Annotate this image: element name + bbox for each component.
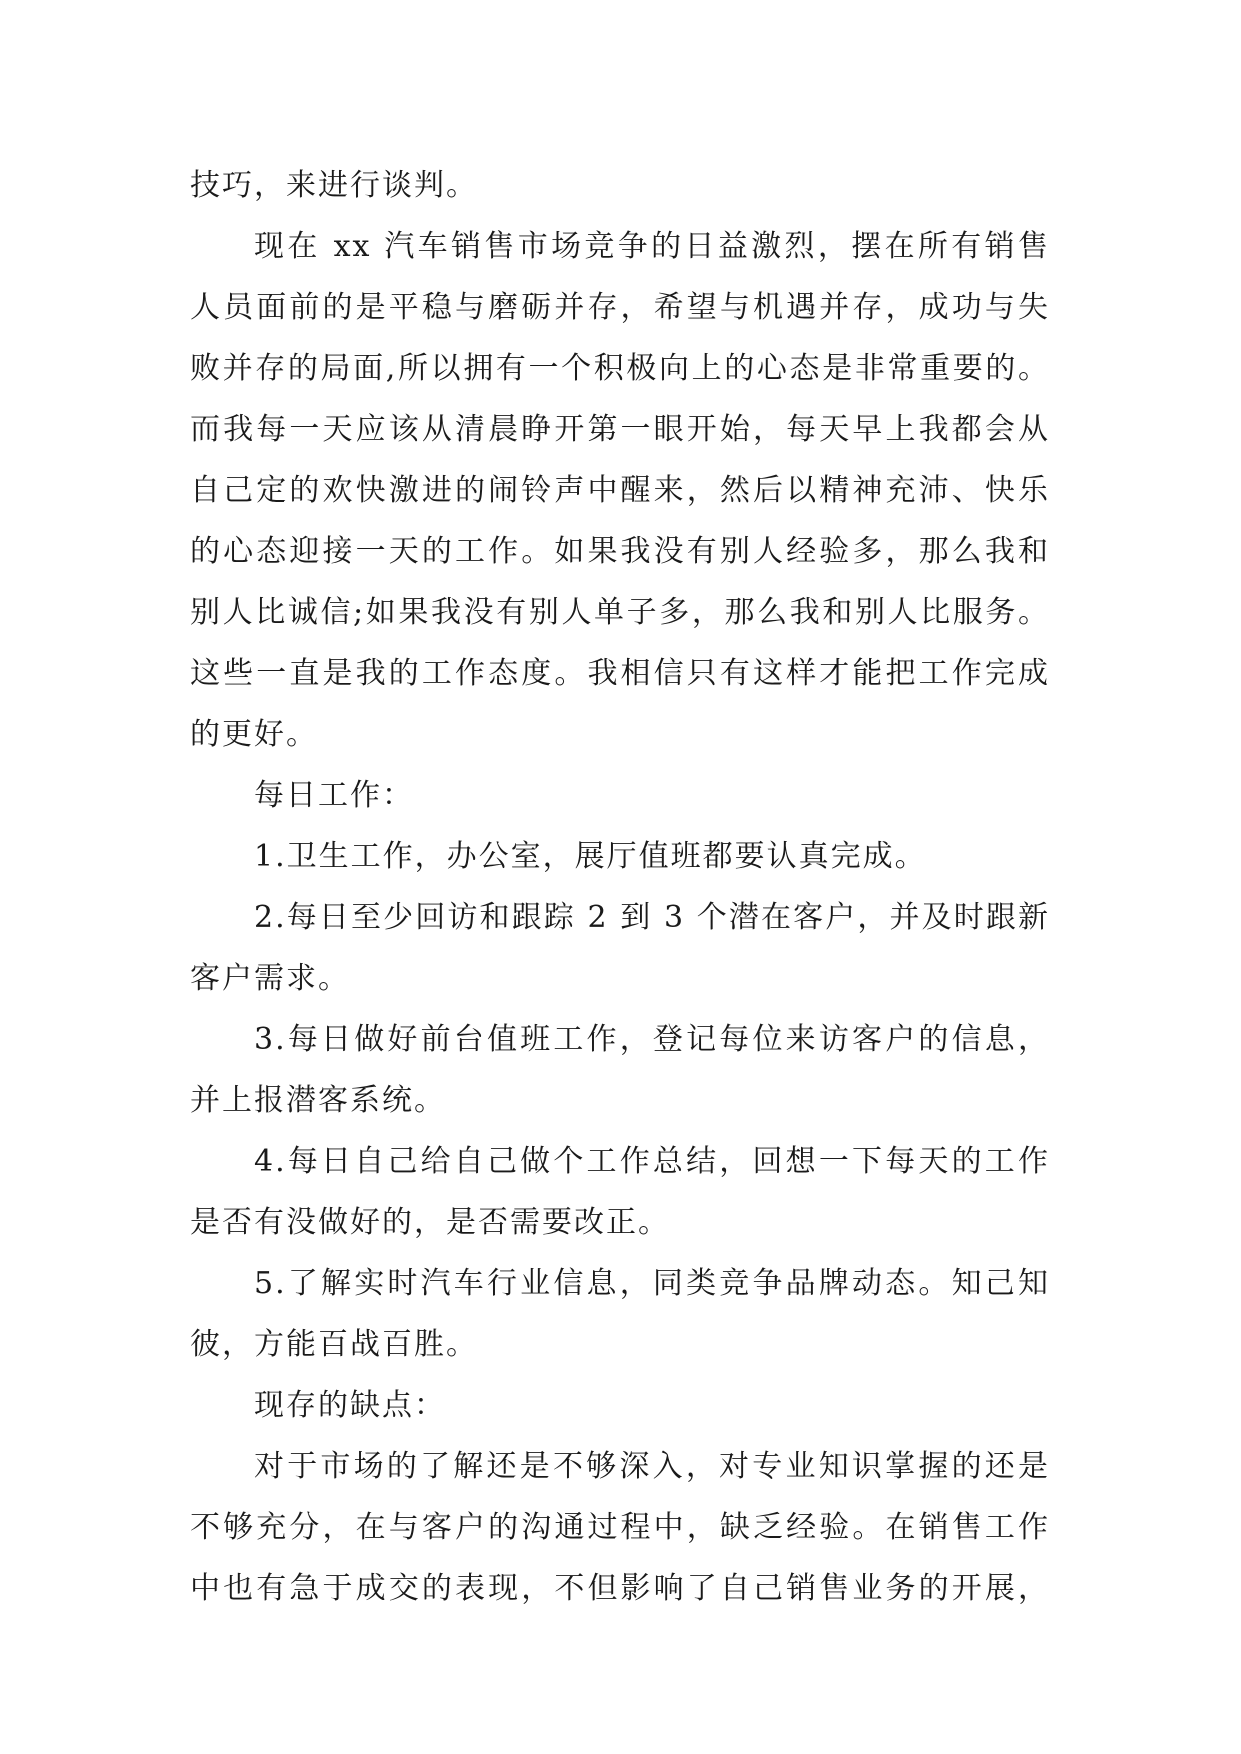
text-line: 人员面前的是平稳与磨砺并存，希望与机遇并存，成功与失 <box>190 290 1050 325</box>
text-line: 的更好。 <box>190 717 318 752</box>
paragraph-first-line: 现在 xx 汽车销售市场竞争的日益激烈，摆在所有销售 <box>254 229 1050 264</box>
text-line: 而我每一天应该从清晨睁开第一眼开始，每天早上我都会从 <box>190 412 1050 447</box>
section-heading-daily-work: 每日工作： <box>254 778 414 813</box>
document-body <box>190 155 1050 1619</box>
list-item-continuation: 是否有没做好的，是否需要改正。 <box>190 1205 670 1240</box>
paragraph-first-line: 对于市场的了解还是不够深入，对专业知识掌握的还是 <box>254 1449 1050 1484</box>
list-item: 5.了解实时汽车行业信息，同类竞争品牌动态。知己知 <box>254 1266 1050 1301</box>
text-line: 这些一直是我的工作态度。我相信只有这样才能把工作完成 <box>190 656 1050 691</box>
list-item-continuation: 客户需求。 <box>190 961 350 996</box>
list-item: 3.每日做好前台值班工作，登记每位来访客户的信息， <box>254 1022 1050 1057</box>
text-line: 技巧，来进行谈判。 <box>190 168 478 203</box>
list-item: 2.每日至少回访和跟踪 2 到 3 个潜在客户，并及时跟新 <box>254 900 1050 935</box>
text-line: 中也有急于成交的表现，不但影响了自己销售业务的开展， <box>190 1571 1050 1606</box>
text-line: 自己定的欢快激进的闹铃声中醒来，然后以精神充沛、快乐 <box>190 473 1050 508</box>
section-heading-shortcomings: 现存的缺点： <box>254 1388 446 1423</box>
list-item: 4.每日自己给自己做个工作总结，回想一下每天的工作 <box>254 1144 1050 1179</box>
text-line: 败并存的局面,所以拥有一个积极向上的心态是非常重要的。 <box>190 351 1050 386</box>
text-line: 别人比诚信;如果我没有别人单子多，那么我和别人比服务。 <box>190 595 1050 630</box>
text-line: 不够充分，在与客户的沟通过程中，缺乏经验。在销售工作 <box>190 1510 1050 1545</box>
list-item: 1.卫生工作，办公室，展厅值班都要认真完成。 <box>254 839 927 874</box>
text-line: 的心态迎接一天的工作。如果我没有别人经验多，那么我和 <box>190 534 1050 569</box>
list-item-continuation: 并上报潜客系统。 <box>190 1083 446 1118</box>
list-item-continuation: 彼，方能百战百胜。 <box>190 1327 478 1362</box>
